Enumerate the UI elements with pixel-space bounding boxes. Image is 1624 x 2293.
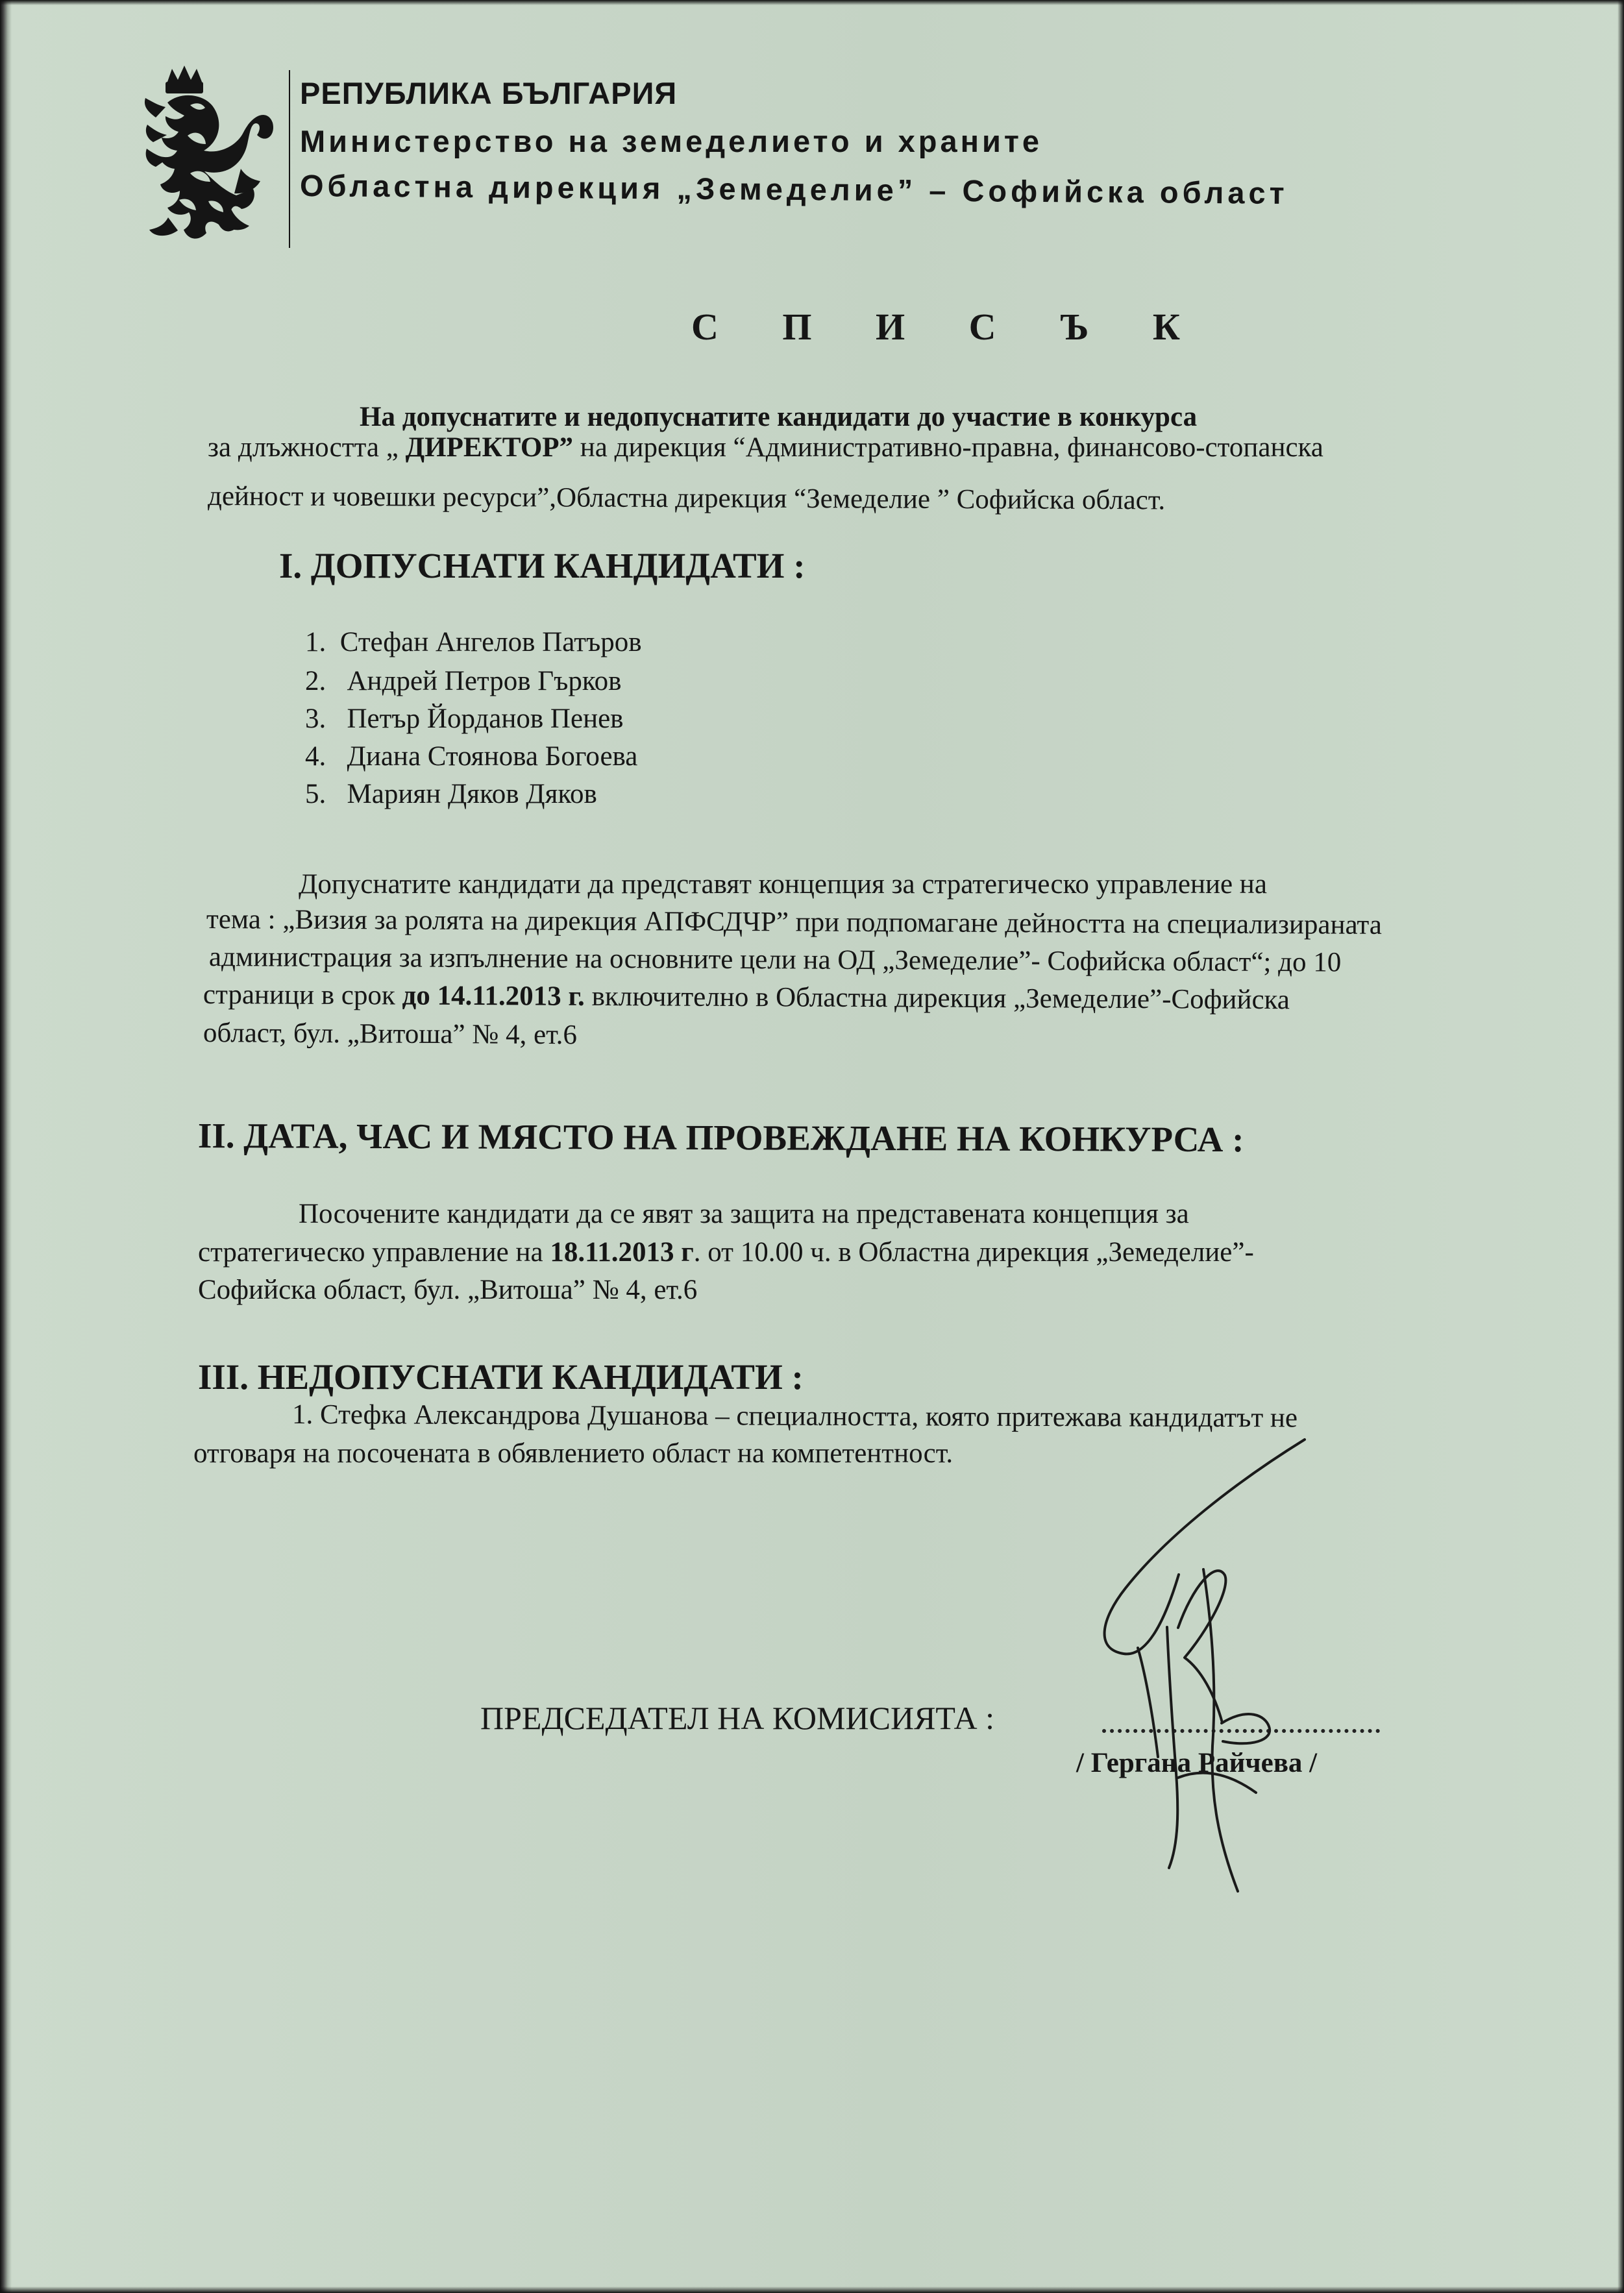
header-republic: РЕПУБЛИКА БЪЛГАРИЯ (300, 76, 678, 110)
candidate-name: Мариян Дяков Дяков (347, 779, 597, 809)
candidate-number: 4. (305, 741, 326, 772)
intro-line-1-suffix: на дирекция “Административно-правна, финансово-стопанска (573, 432, 1323, 463)
admitted-candidate-2 (305, 665, 621, 697)
admitted-candidate-4 (305, 741, 637, 772)
handwritten-signature-icon (1006, 1415, 1370, 1934)
admitted-instructions-line-1: Допуснатите кандидати да представят концепция за стратегическо управление на (299, 869, 1267, 900)
intro-line-2: дейност и човешки ресурси”,Областна дирекция “Земеделие ” Софийска област. (207, 481, 1166, 516)
admitted-candidate-3 (305, 703, 623, 735)
commission-chair-name: / Гергана Райчева / (1076, 1748, 1318, 1778)
candidate-number: 5. (305, 779, 326, 809)
contest-date-line-1: Посочените кандидати да се явят за защита на представената концепция за (299, 1199, 1189, 1229)
admitted-candidate-1 (305, 626, 642, 658)
bulgarian-coat-of-arms-lion-icon (143, 62, 282, 247)
document-title: С П И С Ъ К (691, 306, 1207, 348)
candidate-number: 1. (305, 627, 326, 657)
section-rejected-candidates-heading: III. НЕДОПУСНАТИ КАНДИДАТИ : (198, 1357, 804, 1397)
deadline-suffix: включително в Областна дирекция „Земеделие”-Софийска (584, 981, 1290, 1016)
contest-date-line-3: Софийска област, бул. „Витоша” № 4, ет.6 (198, 1275, 698, 1305)
candidate-number: 3. (305, 704, 326, 734)
intro-line-1-prefix: за длъжността „ (208, 432, 406, 463)
candidate-name: Петър Йорданов Пенев (347, 704, 624, 734)
contest-date-prefix: стратегическо управление на (198, 1237, 550, 1268)
candidate-name: Диана Стоянова Богоева (347, 741, 638, 772)
contest-date-suffix: . от 10.00 ч. в Областна дирекция „Земеделие”- (693, 1237, 1254, 1268)
position-director: ДИРЕКТОР” (405, 432, 574, 463)
candidate-name: Стефан Ангелов Патъров (339, 627, 642, 657)
section-admitted-candidates-heading: I. ДОПУСНАТИ КАНДИДАТИ : (279, 546, 806, 585)
section-contest-date-heading: II. ДАТА, ЧАС И МЯСТО НА ПРОВЕЖДАНЕ НА КОНКУРСА : (197, 1116, 1244, 1160)
admitted-candidate-5 (305, 778, 597, 810)
signature-dotted-line (1102, 1706, 1380, 1733)
contest-date-line-2 (198, 1236, 1254, 1268)
scan-right-edge (1618, 0, 1624, 2293)
intro-line-1 (208, 432, 1323, 463)
admitted-instructions-line-5: област, бул. „Витоша” № 4, ет.6 (203, 1018, 578, 1051)
header-divider (289, 70, 290, 248)
submission-deadline: до 14.11.2013 г. (402, 980, 585, 1012)
scan-bottom-edge (0, 2287, 1624, 2293)
deadline-prefix: страници в срок (203, 979, 402, 1011)
header-ministry: Министерство на земеделието и храните (300, 124, 1043, 158)
scan-left-edge (0, 0, 12, 2293)
rejected-candidate-line-1: 1. Стефка Александрова Душанова – специалността, която притежава кандидатът не (291, 1399, 1298, 1434)
candidate-name: Андрей Петров Гърков (347, 666, 622, 696)
contest-date: 18.11.2013 г (550, 1237, 694, 1268)
scan-top-edge (0, 0, 1624, 5)
document-subtitle: На допуснатите и недопуснатите кандидати до участие в конкурса (360, 402, 1198, 432)
rejected-candidate-line-2: отговаря на посочената в обявлението област на компетентност. (193, 1438, 953, 1469)
header-regional-directorate: Областна дирекция „Земеделие” – Софийска област (299, 168, 1288, 210)
candidate-number: 2. (305, 666, 326, 696)
admitted-instructions-line-3: администрация за изпълнение на основните цели на ОД „Земеделие”- Софийска област“; до 10 (208, 942, 1342, 978)
commission-chair-label: ПРЕДСЕДАТЕЛ НА КОМИСИЯТА : (480, 1700, 994, 1736)
admitted-instructions-line-4 (203, 979, 1290, 1016)
admitted-instructions-line-2: тема : „Визия за ролята на дирекция АПФСДЧР” при подпомагане дейността на специализираната (206, 904, 1383, 940)
